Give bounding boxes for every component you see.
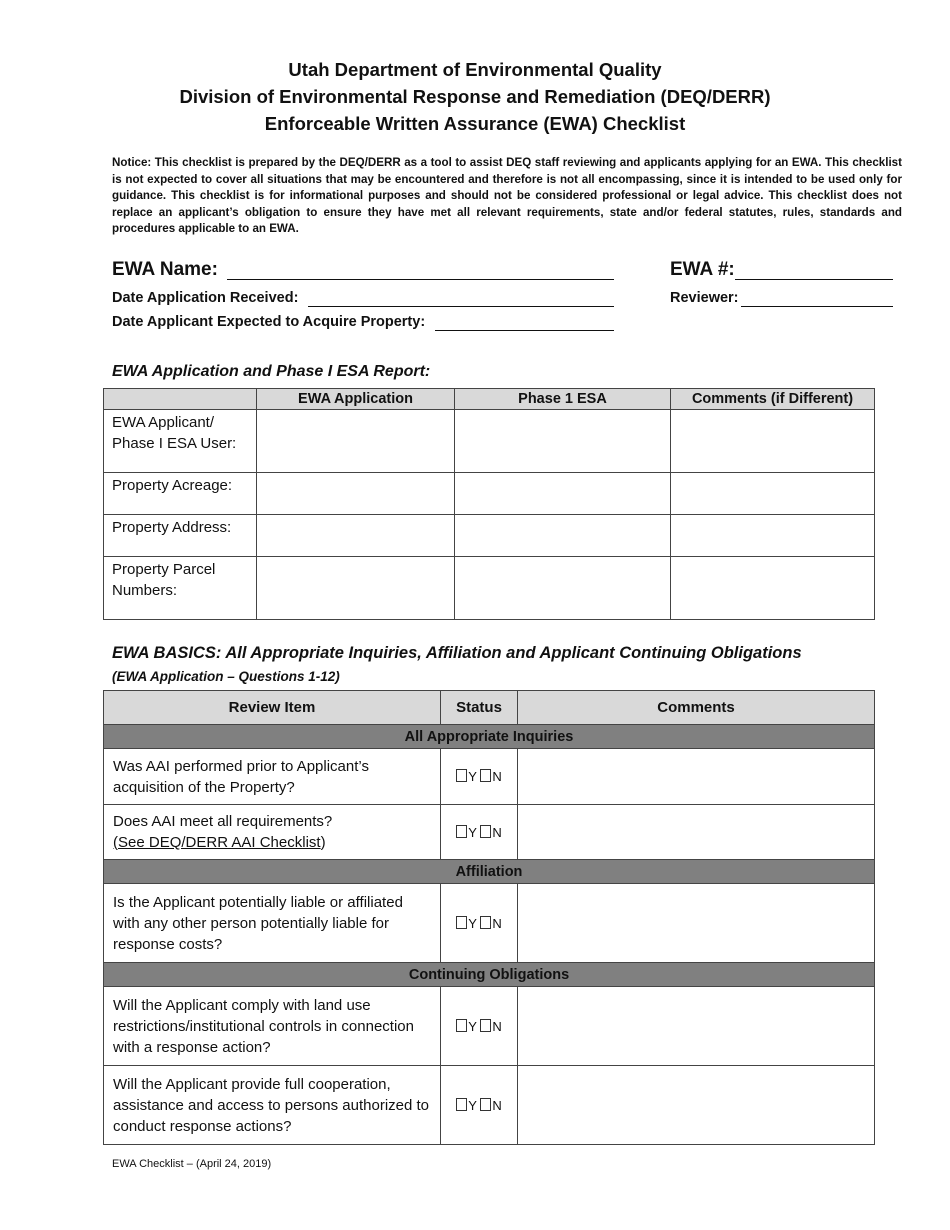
esa-row-applicant (104, 410, 875, 473)
esa-row-label (104, 515, 257, 557)
no-label: N (492, 1097, 502, 1113)
link-paren-close: ) (320, 834, 326, 851)
comments-cell[interactable] (518, 805, 875, 860)
group-label: Continuing Obligations (104, 963, 875, 987)
title-line-2: Division of Environmental Response and Remediation (DEQ/DERR) (179, 86, 771, 107)
status-cell (441, 884, 518, 963)
esa-row-address (104, 515, 875, 557)
yes-checkbox[interactable] (456, 1019, 467, 1032)
reviewer-field[interactable] (741, 306, 893, 307)
esa-row-label (104, 410, 257, 473)
title-line-3: Enforceable Written Assurance (EWA) Checklist (264, 113, 686, 134)
review-row-q3 (104, 884, 875, 963)
aai-checklist-link[interactable]: See DEQ/DERR AAI Checklist (118, 834, 321, 851)
review-item-text: Will the Applicant provide full cooperation, assistance and access to persons authorized to conduct response actions? (104, 1066, 441, 1145)
esa-cell-input[interactable] (455, 515, 671, 557)
esa-cell-input[interactable] (455, 473, 671, 515)
esa-row-parcel (104, 557, 875, 620)
esa-cell-input[interactable] (257, 473, 455, 515)
comments-cell[interactable] (518, 884, 875, 963)
comments-cell[interactable] (518, 749, 875, 805)
esa-cell-input[interactable] (257, 557, 455, 620)
no-label: N (492, 769, 502, 784)
esa-cell-input[interactable] (671, 410, 875, 473)
date-received-field[interactable] (308, 306, 614, 307)
document-title (0, 56, 950, 137)
esa-row-label-line1: EWA Applicant/ (112, 414, 214, 431)
link-paren-open: ( (113, 834, 118, 851)
review-item (104, 805, 441, 860)
yes-label: Y (468, 1018, 477, 1034)
esa-row-acreage (104, 473, 875, 515)
ewa-name-label: EWA Name: (112, 259, 218, 280)
basics-table (103, 690, 875, 1145)
esa-row-label-line2: Phase I ESA User: (112, 435, 237, 452)
yes-checkbox[interactable] (456, 1098, 467, 1111)
esa-cell-input[interactable] (257, 410, 455, 473)
esa-cell-input[interactable] (257, 515, 455, 557)
date-acquire-field[interactable] (435, 330, 614, 331)
esa-col-phase1-esa: Phase 1 ESA (455, 389, 671, 410)
status-cell (441, 805, 518, 860)
no-checkbox[interactable] (480, 916, 491, 929)
esa-cell-input[interactable] (671, 473, 875, 515)
yes-label: Y (468, 1097, 477, 1113)
col-status: Status (441, 691, 518, 725)
esa-row-label-line1: Property Parcel (112, 561, 216, 578)
title-line-1: Utah Department of Environmental Quality (288, 59, 662, 80)
status-cell (441, 987, 518, 1066)
notice-paragraph: Notice: This checklist is prepared by the DEQ/DERR as a tool to assist DEQ staff reviewing and applicants applying for an EWA. This checklist is not expected to cover all situations that may be encountered and therefore is not all encompassing, since it is intended to be used only for guidance. This checklist is for informational purposes and should not be considered professional or legal advice. This checklist does not replace an applicant’s obligation to ensure they have met all relevant requirements, state and/or federal statutes, rules, standards and procedures applicable to an EWA. (112, 156, 902, 236)
esa-col-comments: Comments (if Different) (671, 389, 875, 410)
page-footer: EWA Checklist – (April 24, 2019) (112, 1158, 272, 1170)
review-row-q2 (104, 805, 875, 860)
ewa-number-field[interactable] (735, 279, 893, 280)
yes-checkbox[interactable] (456, 825, 467, 838)
no-checkbox[interactable] (480, 1098, 491, 1111)
review-item-text: Is the Applicant potentially liable or affiliated with any other person potentially liable for response costs? (104, 884, 441, 963)
date-received-label: Date Application Received: (112, 290, 299, 306)
no-label: N (492, 1018, 502, 1034)
ewa-number-label: EWA #: (670, 259, 735, 280)
ewa-name-field[interactable] (227, 279, 614, 280)
group-row-continuing (104, 963, 875, 987)
esa-col-label (104, 389, 257, 410)
no-checkbox[interactable] (480, 769, 491, 782)
review-row-q5 (104, 1066, 875, 1145)
group-row-aai (104, 725, 875, 749)
esa-row-label-line2: Numbers: (112, 582, 178, 599)
review-item-text: Does AAI meet all requirements? (113, 813, 333, 830)
col-comments: Comments (518, 691, 875, 725)
aai-checklist-link-line (113, 832, 431, 853)
reviewer-label: Reviewer: (670, 290, 739, 306)
comments-cell[interactable] (518, 987, 875, 1066)
no-checkbox[interactable] (480, 825, 491, 838)
yes-checkbox[interactable] (456, 916, 467, 929)
basics-section-subheading: (EWA Application – Questions 1-12) (112, 669, 340, 684)
esa-col-ewa-application: EWA Application (257, 389, 455, 410)
date-acquire-label: Date Applicant Expected to Acquire Property: (112, 314, 426, 330)
esa-table (103, 388, 875, 620)
esa-section-heading: EWA Application and Phase I ESA Report: (112, 363, 431, 380)
basics-header-row (104, 691, 875, 725)
yes-label: Y (468, 769, 477, 784)
no-checkbox[interactable] (480, 1019, 491, 1032)
no-label: N (492, 824, 502, 840)
review-item-text: Will the Applicant comply with land use restrictions/institutional controls in connection with a response action? (104, 987, 441, 1066)
yes-label: Y (468, 824, 477, 840)
esa-row-label-line1: Property Address: (112, 519, 232, 536)
esa-row-label (104, 473, 257, 515)
esa-row-label (104, 557, 257, 620)
status-cell (441, 1066, 518, 1145)
group-label: Affiliation (104, 860, 875, 884)
no-label: N (492, 915, 502, 931)
review-item-text: Was AAI performed prior to Applicant’s acquisition of the Property? (104, 749, 441, 805)
yes-label: Y (468, 915, 477, 931)
esa-cell-input[interactable] (455, 410, 671, 473)
comments-cell[interactable] (518, 1066, 875, 1145)
esa-header-row (104, 389, 875, 410)
col-review-item: Review Item (104, 691, 441, 725)
review-row-q1 (104, 749, 875, 805)
esa-cell-input[interactable] (671, 557, 875, 620)
esa-cell-input[interactable] (455, 557, 671, 620)
basics-section-heading: EWA BASICS: All Appropriate Inquiries, Affiliation and Applicant Continuing Obligations (112, 644, 802, 662)
esa-cell-input[interactable] (671, 515, 875, 557)
group-row-affiliation (104, 860, 875, 884)
review-row-q4 (104, 987, 875, 1066)
status-cell (441, 749, 518, 805)
yes-checkbox[interactable] (456, 769, 467, 782)
esa-row-label-line1: Property Acreage: (112, 477, 233, 494)
group-label: All Appropriate Inquiries (104, 725, 875, 749)
